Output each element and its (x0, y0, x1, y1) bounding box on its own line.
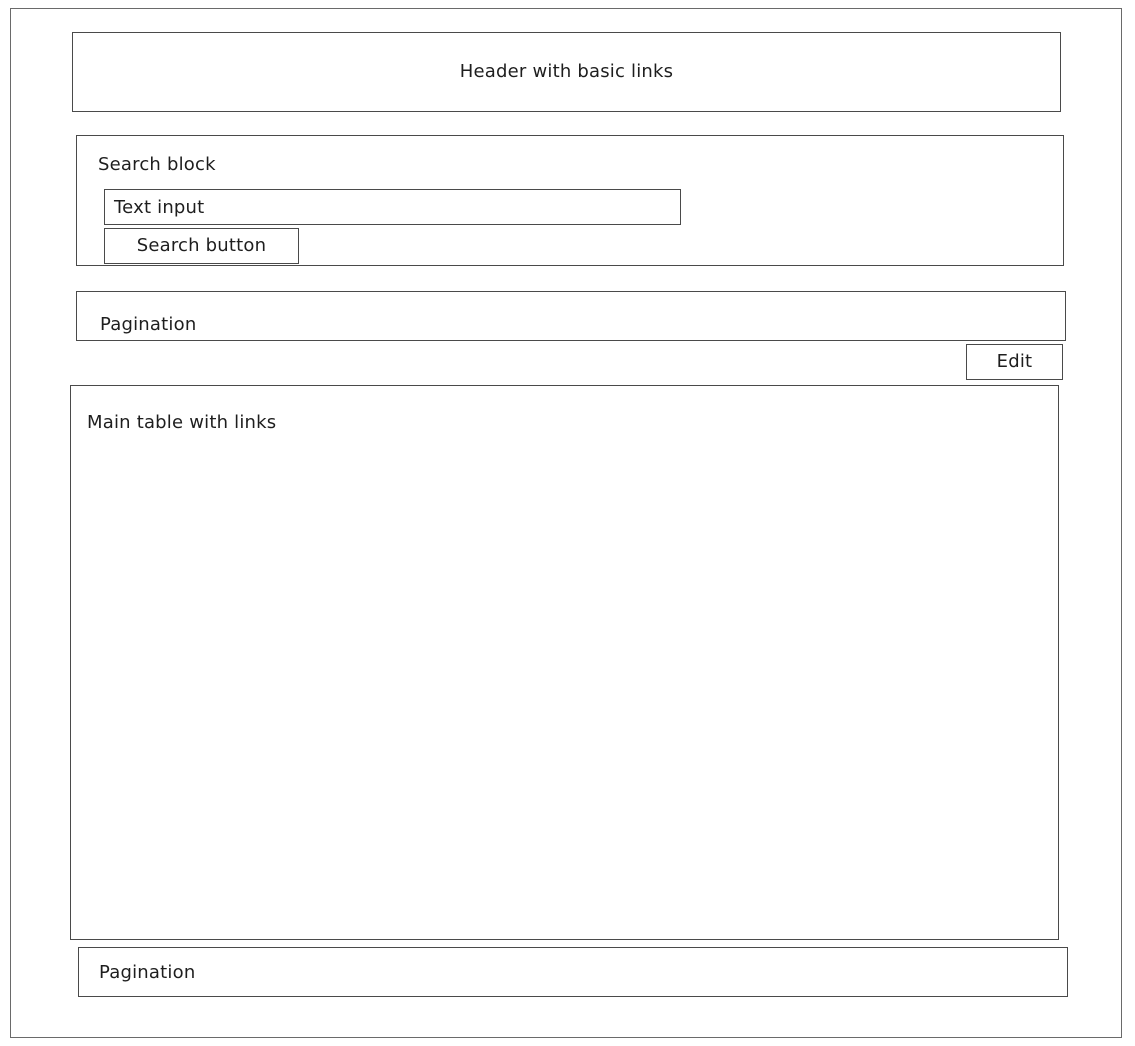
text-input-box[interactable] (104, 189, 681, 225)
main-table (70, 385, 1059, 940)
pagination-top-label: Pagination (100, 314, 197, 335)
header-label: Header with basic links (459, 61, 674, 82)
main-table-label: Main table with links (87, 412, 277, 433)
search-block-label: Search block (98, 154, 216, 175)
search-button-label: Search button (136, 235, 267, 256)
text-input-label: Text input (114, 197, 205, 218)
edit-button[interactable] (966, 344, 1063, 380)
search-button[interactable] (104, 228, 299, 264)
pagination-top[interactable] (76, 291, 1066, 341)
pagination-bottom[interactable] (78, 947, 1068, 997)
pagination-bottom-label: Pagination (99, 962, 196, 983)
edit-button-label: Edit (996, 351, 1033, 372)
header-block (72, 32, 1061, 112)
